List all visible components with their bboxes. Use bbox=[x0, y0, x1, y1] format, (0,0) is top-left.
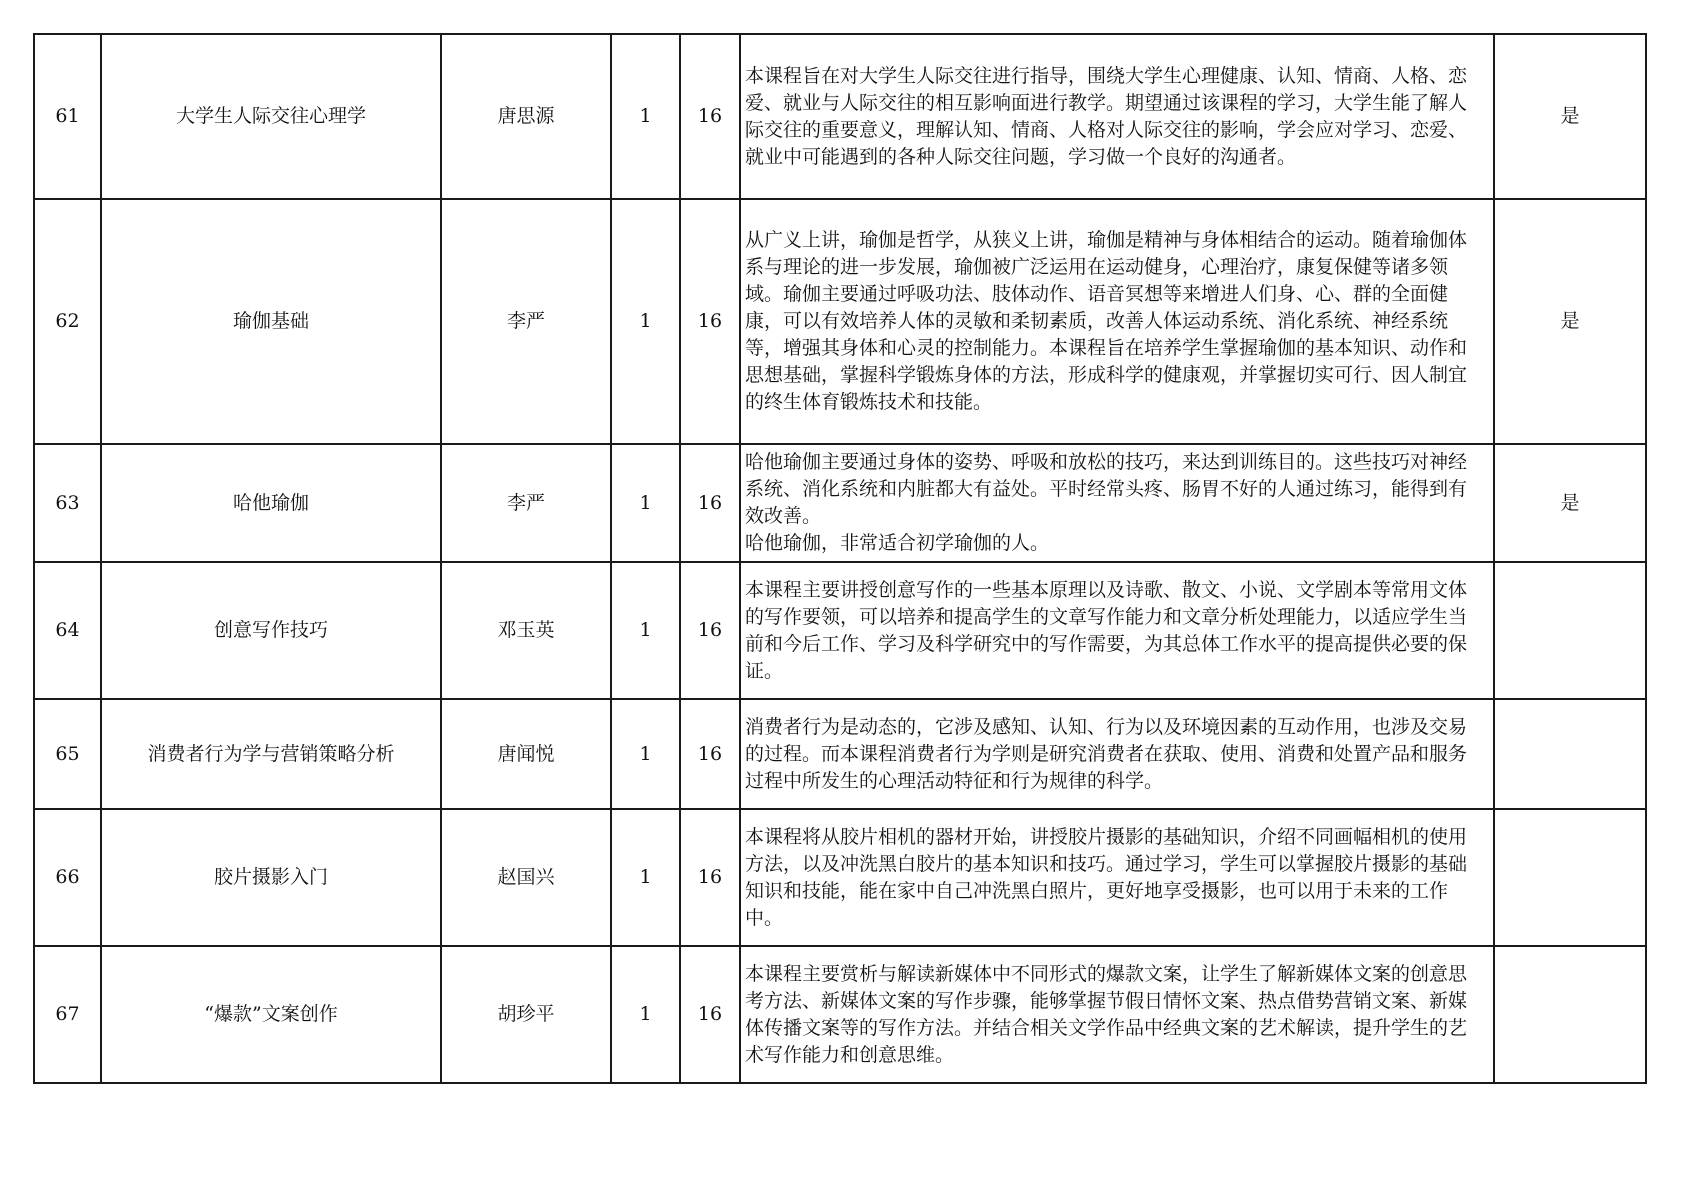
course-description: 哈他瑜伽主要通过身体的姿势、呼吸和放松的技巧，来达到训练目的。这些技巧对神经系统、消化系统和内脏都大有益处。平时经常头疼、肠胃不好的人通过练习，能得到有效改善。 哈他瑜伽，非常适合初学瑜伽的人。 bbox=[740, 444, 1494, 562]
course-number: 63 bbox=[34, 444, 101, 562]
course-credit: 1 bbox=[611, 34, 680, 199]
course-teacher: 李严 bbox=[441, 199, 611, 444]
table-row bbox=[34, 562, 1646, 699]
course-hours: 16 bbox=[680, 199, 740, 444]
table-row bbox=[34, 809, 1646, 946]
course-number: 66 bbox=[34, 809, 101, 946]
course-number: 65 bbox=[34, 699, 101, 809]
course-credit: 1 bbox=[611, 809, 680, 946]
course-credit: 1 bbox=[611, 946, 680, 1083]
course-credit: 1 bbox=[611, 562, 680, 699]
course-name: “爆款”文案创作 bbox=[101, 946, 441, 1083]
course-table bbox=[33, 33, 1647, 1084]
course-name: 胶片摄影入门 bbox=[101, 809, 441, 946]
course-name: 瑜伽基础 bbox=[101, 199, 441, 444]
course-description: 本课程旨在对大学生人际交往进行指导，围绕大学生心理健康、认知、情商、人格、恋爱、就业与人际交往的相互影响面进行教学。期望通过该课程的学习，大学生能了解人际交往的重要意义，理解认知、情商、人格对人际交往的影响，学会应对学习、恋爱、就业中可能遇到的各种人际交往问题，学习做一个良好的沟通者。 bbox=[740, 34, 1494, 199]
course-name: 创意写作技巧 bbox=[101, 562, 441, 699]
course-teacher: 邓玉英 bbox=[441, 562, 611, 699]
course-flag: 是 bbox=[1494, 34, 1646, 199]
course-name: 消费者行为学与营销策略分析 bbox=[101, 699, 441, 809]
course-credit: 1 bbox=[611, 699, 680, 809]
course-hours: 16 bbox=[680, 562, 740, 699]
course-flag bbox=[1494, 562, 1646, 699]
course-teacher: 唐闻悦 bbox=[441, 699, 611, 809]
course-number: 67 bbox=[34, 946, 101, 1083]
course-description: 本课程将从胶片相机的器材开始，讲授胶片摄影的基础知识，介绍不同画幅相机的使用方法，以及冲洗黑白胶片的基本知识和技巧。通过学习，学生可以掌握胶片摄影的基础知识和技能，能在家中自己冲洗黑白照片，更好地享受摄影，也可以用于未来的工作中。 bbox=[740, 809, 1494, 946]
table-row bbox=[34, 444, 1646, 562]
course-number: 64 bbox=[34, 562, 101, 699]
course-teacher: 赵国兴 bbox=[441, 809, 611, 946]
course-teacher: 唐思源 bbox=[441, 34, 611, 199]
course-teacher: 李严 bbox=[441, 444, 611, 562]
table-row bbox=[34, 34, 1646, 199]
course-description: 本课程主要讲授创意写作的一些基本原理以及诗歌、散文、小说、文学剧本等常用文体的写作要领，可以培养和提高学生的文章写作能力和文章分析处理能力，以适应学生当前和今后工作、学习及科学研究中的写作需要，为其总体工作水平的提高提供必要的保证。 bbox=[740, 562, 1494, 699]
course-credit: 1 bbox=[611, 444, 680, 562]
course-hours: 16 bbox=[680, 444, 740, 562]
course-hours: 16 bbox=[680, 699, 740, 809]
course-hours: 16 bbox=[680, 809, 740, 946]
table-row bbox=[34, 946, 1646, 1083]
course-number: 61 bbox=[34, 34, 101, 199]
course-hours: 16 bbox=[680, 946, 740, 1083]
course-credit: 1 bbox=[611, 199, 680, 444]
course-description: 消费者行为是动态的，它涉及感知、认知、行为以及环境因素的互动作用，也涉及交易的过程。而本课程消费者行为学则是研究消费者在获取、使用、消费和处置产品和服务过程中所发生的心理活动特征和行为规律的科学。 bbox=[740, 699, 1494, 809]
course-teacher: 胡珍平 bbox=[441, 946, 611, 1083]
course-name: 大学生人际交往心理学 bbox=[101, 34, 441, 199]
course-flag: 是 bbox=[1494, 199, 1646, 444]
course-flag bbox=[1494, 809, 1646, 946]
course-description: 本课程主要赏析与解读新媒体中不同形式的爆款文案，让学生了解新媒体文案的创意思考方法、新媒体文案的写作步骤，能够掌握节假日情怀文案、热点借势营销文案、新媒体传播文案等的写作方法。并结合相关文学作品中经典文案的艺术解读，提升学生的艺术写作能力和创意思维。 bbox=[740, 946, 1494, 1083]
course-number: 62 bbox=[34, 199, 101, 444]
course-flag: 是 bbox=[1494, 444, 1646, 562]
table-row bbox=[34, 699, 1646, 809]
course-hours: 16 bbox=[680, 34, 740, 199]
table-row bbox=[34, 199, 1646, 444]
course-name: 哈他瑜伽 bbox=[101, 444, 441, 562]
course-flag bbox=[1494, 699, 1646, 809]
course-description: 从广义上讲，瑜伽是哲学，从狭义上讲，瑜伽是精神与身体相结合的运动。随着瑜伽体系与理论的进一步发展，瑜伽被广泛运用在运动健身，心理治疗，康复保健等诸多领域。瑜伽主要通过呼吸功法、肢体动作、语音冥想等来增进人们身、心、群的全面健康，可以有效培养人体的灵敏和柔韧素质，改善人体运动系统、消化系统、神经系统等，增强其身体和心灵的控制能力。本课程旨在培养学生掌握瑜伽的基本知识、动作和思想基础，掌握科学锻炼身体的方法，形成科学的健康观，并掌握切实可行、因人制宜的终生体育锻炼技术和技能。 bbox=[740, 199, 1494, 444]
course-flag bbox=[1494, 946, 1646, 1083]
